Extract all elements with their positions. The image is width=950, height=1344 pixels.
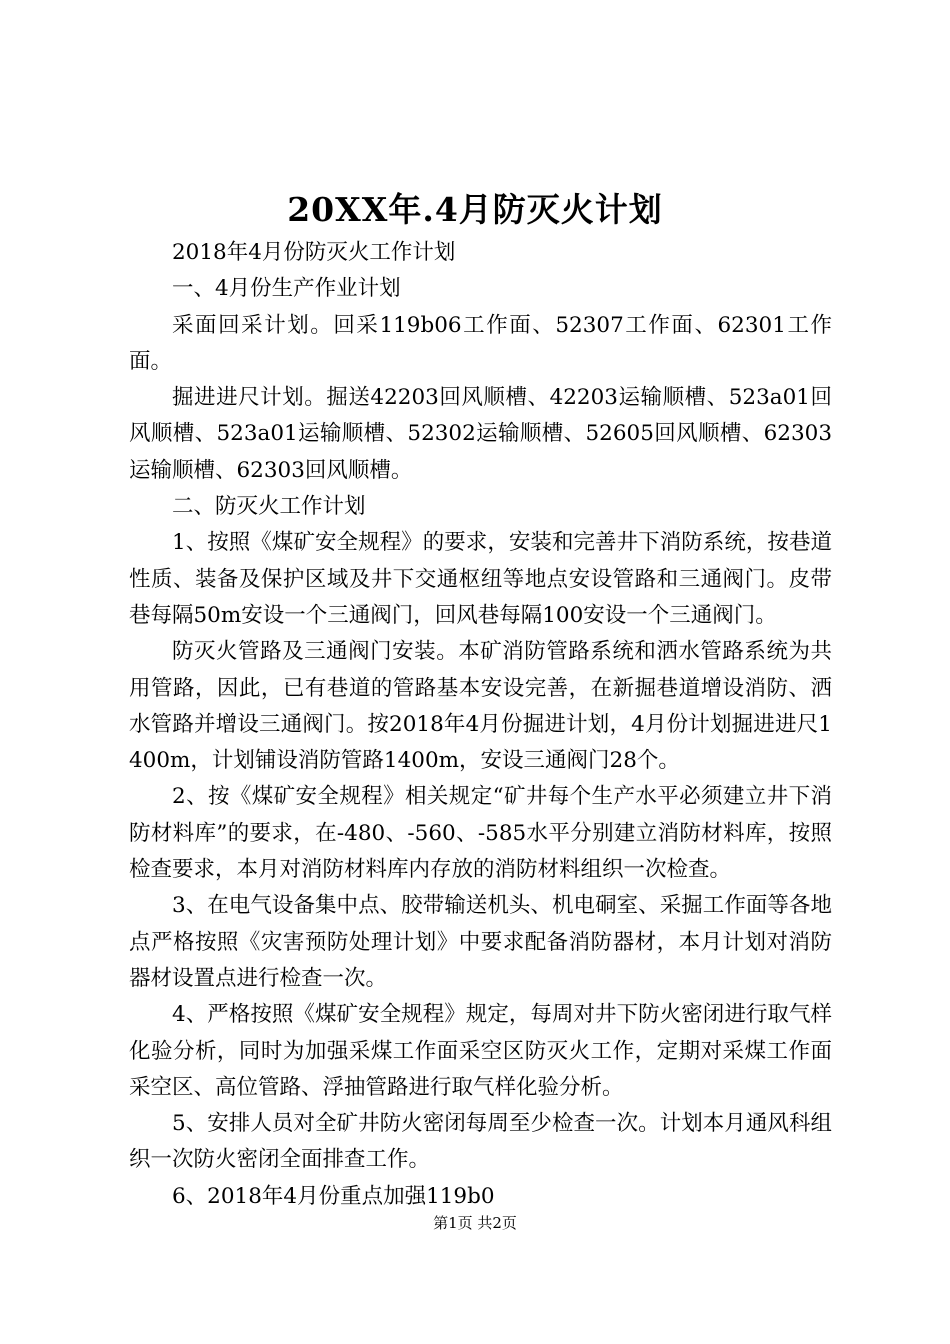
document-title: 20XX年.4月防灭火计划	[287, 190, 663, 229]
paragraph: 2、按《煤矿安全规程》相关规定“矿井每个生产水平必须建立井下消防材料库”的要求，在-480、-560、-585水平分别建立消防材料库，按照检查要求，本月对消防材料库内存放的消防材料组织一次检查。	[129, 784, 832, 883]
paragraph: 掘进进尺计划。掘送42203回风顺槽、42203运输顺槽、523a01回风顺槽、523a01运输顺槽、52302运输顺槽、52605回风顺槽、62303运输顺槽、62303回风顺槽。	[129, 385, 832, 483]
paragraph: 一、4月份生产作业计划	[172, 276, 401, 302]
paragraph: 采面回采计划。回采119b06工作面、52307工作面、62301工作面。	[129, 312, 832, 374]
paragraph: 5、安排人员对全矿井防火密闭每周至少检查一次。计划本月通风科组织一次防火密闭全面排查工作。	[129, 1111, 832, 1173]
paragraph: 4、严格按照《煤矿安全规程》规定，每周对井下防火密闭进行取气样化验分析，同时为加强采煤工作面采空区防灭火工作，定期对采煤工作面采空区、高位管路、浮抽管路进行取气样化验分析。	[129, 1002, 832, 1100]
document-body	[129, 235, 832, 1215]
paragraph: 1、按照《煤矿安全规程》的要求，安装和完善井下消防系统，按巷道性质、装备及保护区域及井下交通枢纽等地点安设管路和三通阀门。皮带巷每隔50m安设一个三通阀门，回风巷每隔100安设一个三通阀门。	[129, 530, 832, 628]
paragraph: 二、防灭火工作计划	[172, 494, 366, 520]
paragraph: 防灭火管路及三通阀门安装。本矿消防管路系统和洒水管路系统为共用管路，因此，已有巷道的管路基本安设完善，在新掘巷道增设消防、洒水管路并增设三通阀门。按2018年4月份掘进计划，4月份计划掘进进尺1400m，计划铺设消防管路1400m，安设三通阀门28个。	[129, 639, 832, 774]
paragraph: 3、在电气设备集中点、胶带输送机头、机电硐室、采掘工作面等各地点严格按照《灾害预防处理计划》中要求配备消防器材，本月计划对消防器材设置点进行检查一次。	[129, 893, 832, 991]
paragraph: 2018年4月份防灭火工作计划	[172, 240, 456, 265]
page-footer: 第1页 共2页	[433, 1214, 517, 1232]
paragraph: 6、2018年4月份重点加强119b0	[172, 1183, 495, 1209]
